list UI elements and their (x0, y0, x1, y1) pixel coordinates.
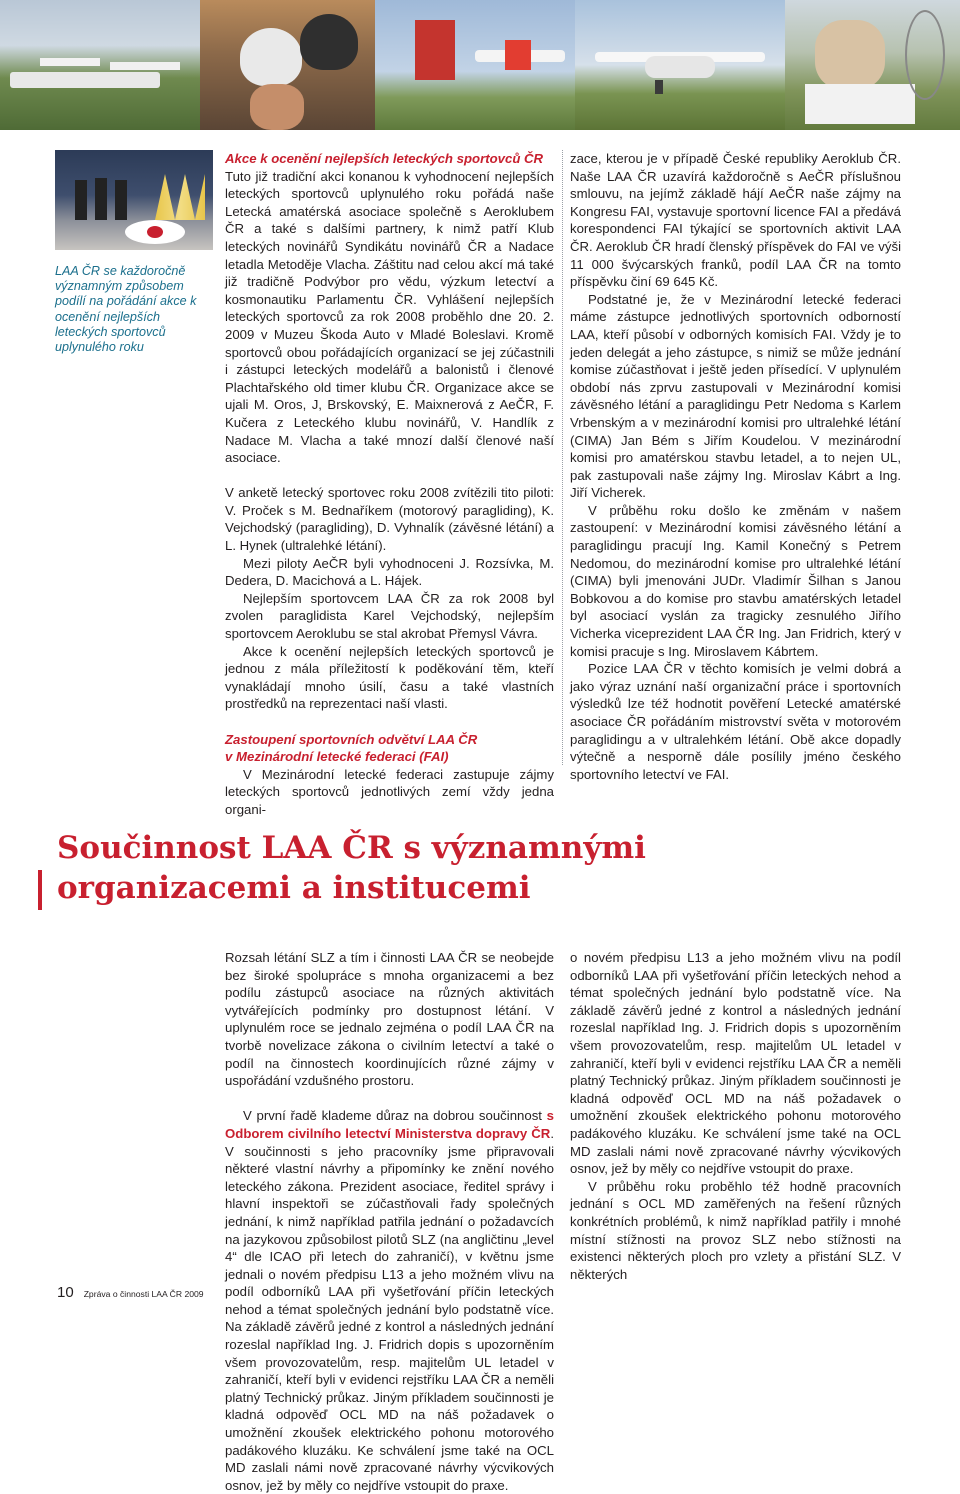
photo-award-ceremony (55, 150, 213, 250)
section-highlight: s Odborem civilního letectví Ministerstva dopravy ČR (225, 1108, 554, 1141)
article-paragraph-continued: zace, kterou je v případě České republiky Aeroklub ČR. Naše LAA ČR uzavírá každoročně s AeČR příslušnou smlouvu, na jejímž základě hájí AeČR naše zájmy na Kongresu FAI, vystavuje sportovní licence FAI a předává korespondenci FAI týkající se sportovních aktivit LAA ČR. Aeroklub ČR hradí členský příspěvek do FAI ve výši 11 000 švýcarských franků, podíl LAA ČR na tomto příspěvku činí 69 645 Kč. (570, 151, 901, 290)
article-paragraph: Mezi piloty AeČR byli vyhodnoceni J. Rozsívka, M. Dedera, D. Macichová a L. Hájek. (225, 555, 554, 589)
article-paragraph: Podstatné je, že v Mezinárodní letecké federaci máme zástupce jednotlivých sportovních odborností LAA, kteří působí v odborných komisích FAI. Vždy je to jeden delegát a jeho zástupce, s nimiž se může jednání komise zúčastňovat i ještě jeden přísedící. V uplynulém období nás zprvu zastupovali v Mezinárodní komisi závěsného létání a paraglidingu Petr Nedoma s Karlem Vrbenským a v mezinárodní komisi pro ultralehké létání (CIMA) Jan Bém s Jiřím Koudelou. V mezinárodní komisi pro amatérskou stavbu letadel, a to nejen UL, pak zastupovali naše zájmy Ing. Miroslav Kábrt a Ing. Jiří Vicherek. (570, 291, 901, 501)
section-text: V první řadě klademe důraz na dobrou součinnost (243, 1108, 547, 1124)
page-footer (57, 1284, 204, 1301)
column-divider (562, 150, 563, 765)
article-title-awards: Akce k ocenění nejlepších leteckých sportovců ČR (225, 151, 544, 166)
publication-name: Zpráva o činnosti LAA ČR 2009 (83, 1289, 204, 1299)
article-paragraph: V průběhu roku došlo ke změnám v našem zastoupení: v Mezinárodní komisi závěsného létání a paraglidingu pracují Ing. Kamil Konečný s Petrem Nedomou, do mezinárodní komise pro ultralehké létání (CIMA) byli jmenováni JUDr. Vladimír Šilhan s Janou Bobkovou a do komise pro stavbu amatérských letadel byl asociací vyslán za tragicky zesnulého Jiřího Vicherka viceprezident LAA ČR Ing. Jan Fridrich, který v komisi pracuje s Ing. Miroslavem Kábrtem. (570, 502, 901, 659)
photo-aircraft-row (0, 0, 200, 130)
photo-ultralight-plane (575, 0, 785, 130)
photo-strip (0, 0, 960, 130)
section-paragraph-continued: o novém předpisu L13 a jeho možném vlivu na podíl odborníků LAA při vyšetřování příčin leteckých nehod a témat společných jednání bylo podstatně více. Na základě závěrů jedné z kontrol a následných jednání rozeslal například Ing. J. Fridrich dopis s upozorněním všem provozovatelům, resp. majitelům UL letadel v zahraničí, kteří byli v evidenci rejstříku LAA ČR a neměli platný Technický průkaz. Jiným příkladem součinnosti je kladná odpověď OCL MD na náš požadavek o umožnění zkoušek elektrického pohonu motorového padákového kluzáku. Ke schválení jsme také na OCL MD zaslali námi nově zpracované návrhy výcvikových osnov, jež by měly co nejdříve vstoupit do praxe. (570, 950, 901, 1177)
article-paragraph: Pozice LAA ČR v těchto komisích je velmi dobrá a jako výraz uznání naší organizační práce i sportovních výsledků lze též hodnotit pověření Letecké amatérské asociace ČR pořádáním mistrovství světa v motorovém paraglidingu a v ultralehkém létání. Obě akce dopadly výtečně a nesporně dále posílily jméno českého sportovního letectví ve FAI. (570, 661, 901, 782)
section-title-line2: organizacemi a institucemi (57, 870, 531, 906)
article-column-2 (570, 150, 901, 783)
article-paragraph: Akce k ocenění nejlepších leteckých sportovců je jednou z mála příležitostí k poděkování těm, kteří vynakládají mnoho úsilí, času a také vlastních prostředků na reprezentaci naší vlasti. (225, 643, 554, 712)
article-column-1 (225, 150, 554, 817)
page-number: 10 (57, 1284, 74, 1301)
section-paragraph: Rozsah létání SLZ a tím i činnosti LAA ČR se neobejde bez široké spolupráce s mnoha organizacemi a bez podílu zástupců asociace na různých aktivitách vytvářejících podmínky pro dostupnost létání. V uplynulém roce se jednalo zejména o podíl LAA ČR na tvorbě novelizace zákona o civilním letectví a také o podíl na činnostech koordinujících různé zájmy v uspořádání vzdušného prostoru. (225, 950, 554, 1089)
section-title-line1: Součinnost LAA ČR s významnými (57, 830, 646, 866)
section-paragraph: V průběhu roku proběhlo též hodně pracovních jednání s OCL MD zaměřených na řešení různých konkrétních problémů, k nimž například patřily i mnohé místní stížnosti na provoz SLZ nebo stížnosti na existenci některých ploch pro vzlety a přistání SLZ. V některých (570, 1178, 901, 1282)
article-title-fai (225, 731, 554, 766)
photo-writing-person (785, 0, 960, 130)
article-title-fai-line1: Zastoupení sportovních odvětví LAA ČR (225, 731, 478, 747)
photo-pilots-helmets (200, 0, 375, 130)
section-title (57, 828, 917, 908)
section-column-2 (570, 949, 901, 1283)
article-paragraph: V Mezinárodní letecké federaci zastupuje zájmy leteckých sportovců jednotlivých zemí vždy jedna organi- (225, 766, 554, 817)
article-paragraph: Nejlepším sportovcem LAA ČR za rok 2008 byl zvolen paraglidista Karel Vejchodský, nejlepším sportovcem Aeroklubu se stal akrobat Přemysl Vávra. (225, 590, 554, 642)
article-paragraph: Tuto již tradiční akci konanou k vyhodnocení nejlepších leteckých sportovců uplynulého roku pořádá naše Letecká amatérská asociace společně s Aeroklubem ČR a také s dalšími partnery, k nimž patří Klub leteckých novinářů Syndikátu novinářů ČR a Nadace letadla Metoděje Vlacha. Záštitu nad celou akcí má také již tradičně Podvýbor pro vědu, výzkum letectví a kosmonautiku Parlamentu ČR. Vyhlášení nejlepších leteckých sportovců za rok 2008 proběhlo dne 20. 2. 2009 v Muzeu Škoda Auto v Mladé Boleslavi. Kromě sportovců obou pořádajících organizací se jej zúčastnili i zástupci leteckých modelářů a balonistů i členové Plachtařského old timer klubu ČR. Organizace akce se ujali M. Oros, J, Brskovský, E. Maixnerová z AeČR, F. Kučera z Leteckého klubu novinářů, V. Handlík z Nadace M. Vlacha a také mnozí další členové naší asociace. (225, 168, 554, 466)
sidebar-caption: LAA ČR se každoročně významným způsobem podílí na pořádání akce k ocenění nejlepších leteckých sportovců uplynulého roku (55, 264, 197, 355)
section-text: . V součinnosti s jeho pracovníky jsme připravovali některé vlastní návrhy a připomínky ke znění nového leteckého zákona. Prezident asociace, ředitel správy i hlavní inspektoři se zúčastňovali řady společných jednání, k nimž například patřila jednání o požadavcích na jazykovou způsobilost pilotů SLZ (na angličtinu „level 4“ dle ICAO při letech do zahraničí), v květnu jsme jednali o novém předpisu L13 a jeho možném vlivu na podíl odborníků LAA při vyšetřování příčin leteckých nehod a témat společných jednání bylo podstatně více. Na základě závěrů jedné z kontrol a následných jednání rozeslal například Ing. J. Fridrich dopis s upozorněním všem provozovatelům, resp. majitelům UL letadel v zahraničí, kteří byli v evidenci rejstříku LAA ČR a neměli platný Technický průkaz. Jiným příkladem součinnosti je kladná odpověď OCL MD na náš požadavek o umožnění zkoušek elektrického pohonu motorového padákového kluzáku. Ke schválení jsme také na OCL MD zaslali námi nově zpracované návrhy výcvikových osnov, jež by měly co nejdříve vstoupit do praxe. (225, 1125, 554, 1493)
section-title-bar (38, 870, 42, 910)
article-paragraph: V anketě letecký sportovec roku 2008 zvítězili tito piloti: V. Proček s M. Bednaříkem (motorový paragliding), K. Vejchodský (paragliding), D. Vyhnalík (závěsné létání) a L. Hynek (ultralehké létání). (225, 485, 554, 554)
section-paragraph (225, 1107, 554, 1493)
photo-aircraft-display (375, 0, 575, 130)
section-column-1 (225, 949, 554, 1493)
article-title-fai-line2: v Mezinárodní letecké federaci (FAI) (225, 749, 449, 765)
